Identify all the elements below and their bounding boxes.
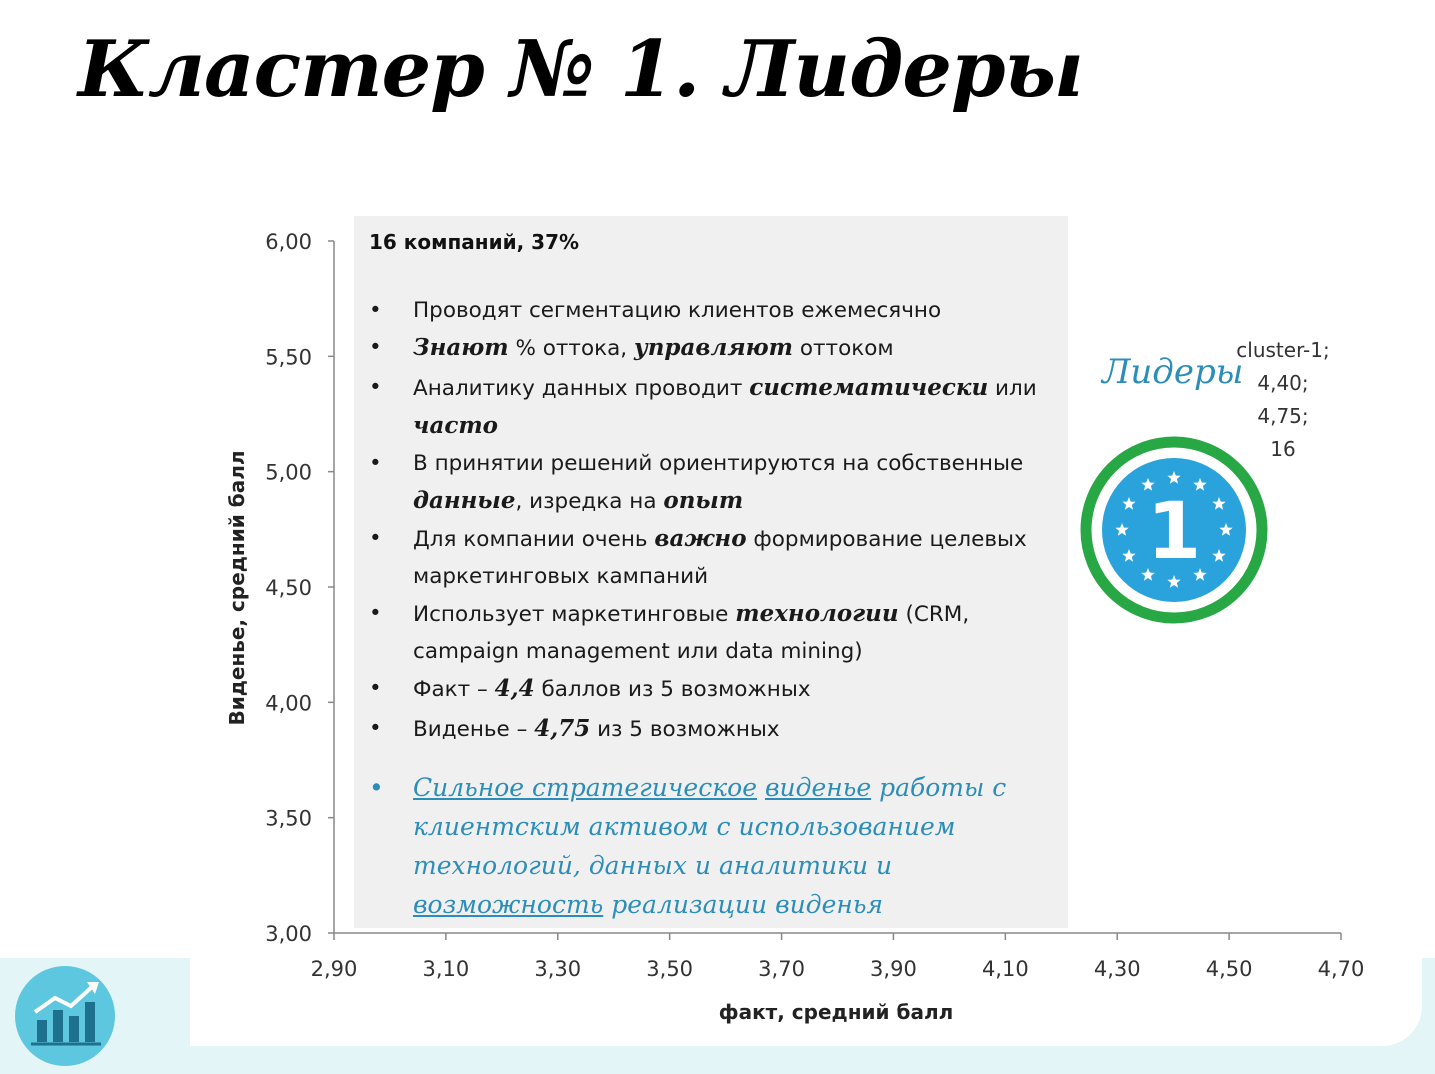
x-tick-label: 4,50 — [1205, 957, 1253, 981]
y-tick-label: 6,00 — [265, 230, 312, 254]
y-axis-title: Виденье, средний балл — [225, 450, 249, 726]
x-tick-label: 3,70 — [758, 957, 805, 981]
x-tick-label: 4,70 — [1317, 957, 1365, 981]
x-tick-label: 3,10 — [422, 957, 470, 981]
trait-item: • Виденье – 4,75 из 5 возможных — [369, 710, 1059, 748]
conclusion-list — [369, 768, 1049, 924]
x-tick-label: 3,30 — [534, 957, 582, 981]
cluster-description-panel — [354, 216, 1068, 928]
trait-item: • Проводят сегментацию клиентов ежемесячно — [369, 292, 1059, 329]
y-tick-label: 3,50 — [265, 806, 312, 831]
x-tick-label: 3,90 — [870, 957, 917, 981]
trait-item: • Для компании очень важно формирование целевых маркетинговых кампаний — [369, 520, 1059, 595]
x-tick-label: 2,90 — [310, 957, 358, 981]
panel-heading: 16 компаний, 37% — [369, 230, 580, 254]
cluster-name-label: Лидеры — [1102, 352, 1244, 392]
y-tick-label: 5,00 — [265, 460, 312, 485]
data-point-label: 4,40; — [1257, 371, 1309, 395]
y-tick-label: 4,00 — [265, 691, 312, 716]
trait-item: • В принятии решений ориентируются на собственные данные, изредка на опыт — [369, 445, 1059, 520]
x-tick-label: 4,10 — [981, 957, 1029, 981]
x-tick-label: 4,30 — [1093, 957, 1141, 981]
trait-item: • Использует маркетинговые технологии (CRM, campaign management или data mining) — [369, 595, 1059, 670]
conclusion-item: • Сильное стратегическое виденье работы с клиентским активом с использованием технологий, данных и аналитики и возможность реализации виденья — [369, 768, 1049, 924]
svg-text:1: 1 — [1146, 487, 1202, 577]
trait-item: • Факт – 4,4 баллов из 5 возможных — [369, 670, 1059, 708]
cluster-one-badge-icon — [1078, 434, 1270, 630]
y-tick-label: 4,50 — [265, 576, 312, 600]
cluster-traits-list — [369, 292, 1059, 750]
x-axis-title: факт, средний балл — [718, 1000, 954, 1024]
data-point-label: 16 — [1270, 437, 1296, 461]
trait-item: • Знают % оттока, управляют оттоком — [369, 329, 1059, 367]
y-tick-label: 5,50 — [265, 345, 312, 370]
data-point-label: 4,75; — [1257, 404, 1309, 428]
trait-item: • Аналитику данных проводит систематически или часто — [369, 369, 1059, 445]
y-tick-label: 3,00 — [265, 922, 312, 946]
slide-title: Кластер № 1. Лидеры — [78, 24, 1083, 115]
data-point-label: cluster-1; — [1236, 338, 1330, 362]
x-tick-label: 3,50 — [646, 957, 694, 981]
